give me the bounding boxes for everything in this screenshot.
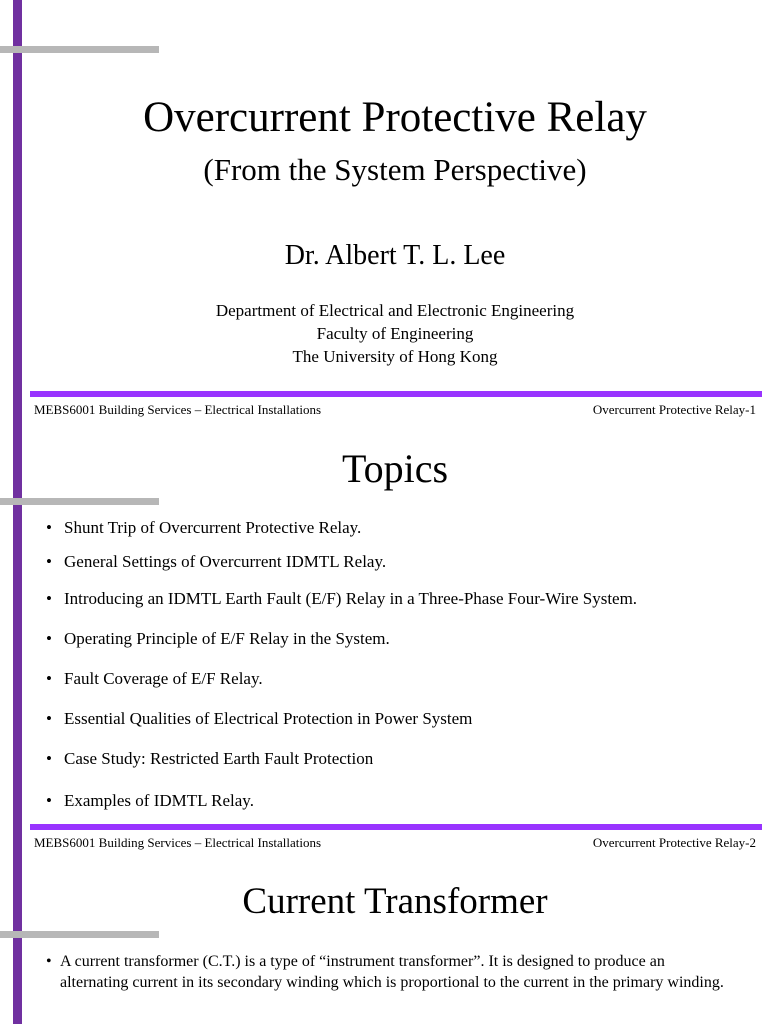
- slide1-author: Dr. Albert T. L. Lee: [284, 240, 506, 271]
- bullet-icon: •: [46, 791, 52, 810]
- bullet-icon: •: [46, 669, 52, 688]
- slide3-bullet-text: A current transformer (C.T.) is a type of “instrument transformer”. It is designed to produce an alternating current in its secondary winding which is proportional to the current in the primary winding.: [60, 953, 724, 991]
- list-item: • General Settings of Overcurrent IDMTL Relay.: [46, 552, 387, 571]
- list-item: • Operating Principle of E/F Relay in the System.: [46, 629, 390, 648]
- bullet-icon: •: [46, 629, 52, 648]
- slide2-header-tab: [0, 498, 159, 505]
- list-item: • Essential Qualities of Electrical Protection in Power System: [46, 709, 473, 728]
- slide1-footer-page: Overcurrent Protective Relay-1: [592, 402, 756, 417]
- slide3-header-tab: [0, 931, 159, 938]
- slide2-footer-page: Overcurrent Protective Relay-2: [592, 835, 756, 850]
- bullet-icon: •: [46, 709, 52, 728]
- list-item: • Shunt Trip of Overcurrent Protective Relay.: [46, 518, 362, 537]
- list-item: • Case Study: Restricted Earth Fault Protection: [46, 749, 374, 768]
- left-accent-bar: [13, 0, 22, 1024]
- slide3-title: Current Transformer: [242, 881, 548, 922]
- bullet-icon: •: [46, 953, 52, 970]
- bullet-icon: •: [46, 749, 52, 768]
- slide2-title: Topics: [341, 446, 449, 491]
- slide1-university: The University of Hong Kong: [292, 347, 498, 366]
- list-item: • Introducing an IDMTL Earth Fault (E/F) Relay in a Three-Phase Four-Wire System.: [46, 589, 638, 608]
- slide1-faculty: Faculty of Engineering: [316, 324, 474, 343]
- slide1-header-tab: [0, 46, 159, 53]
- slide1-title: Overcurrent Protective Relay: [143, 94, 647, 141]
- bullet-icon: •: [46, 518, 52, 537]
- slide1-footer-course: MEBS6001 Building Services – Electrical Installations: [34, 402, 322, 417]
- slide2-footer-course: MEBS6001 Building Services – Electrical Installations: [34, 835, 322, 850]
- bullet-icon: •: [46, 552, 52, 571]
- slide2-footer-rule: [30, 824, 762, 830]
- slide1-subtitle: (From the System Perspective): [203, 152, 587, 187]
- list-item: • Examples of IDMTL Relay.: [46, 791, 254, 810]
- bullet-icon: •: [46, 589, 52, 608]
- list-item: • Fault Coverage of E/F Relay.: [46, 669, 263, 688]
- slide1-footer-rule: [30, 391, 762, 397]
- slide1-department: Department of Electrical and Electronic Engineering: [215, 301, 575, 320]
